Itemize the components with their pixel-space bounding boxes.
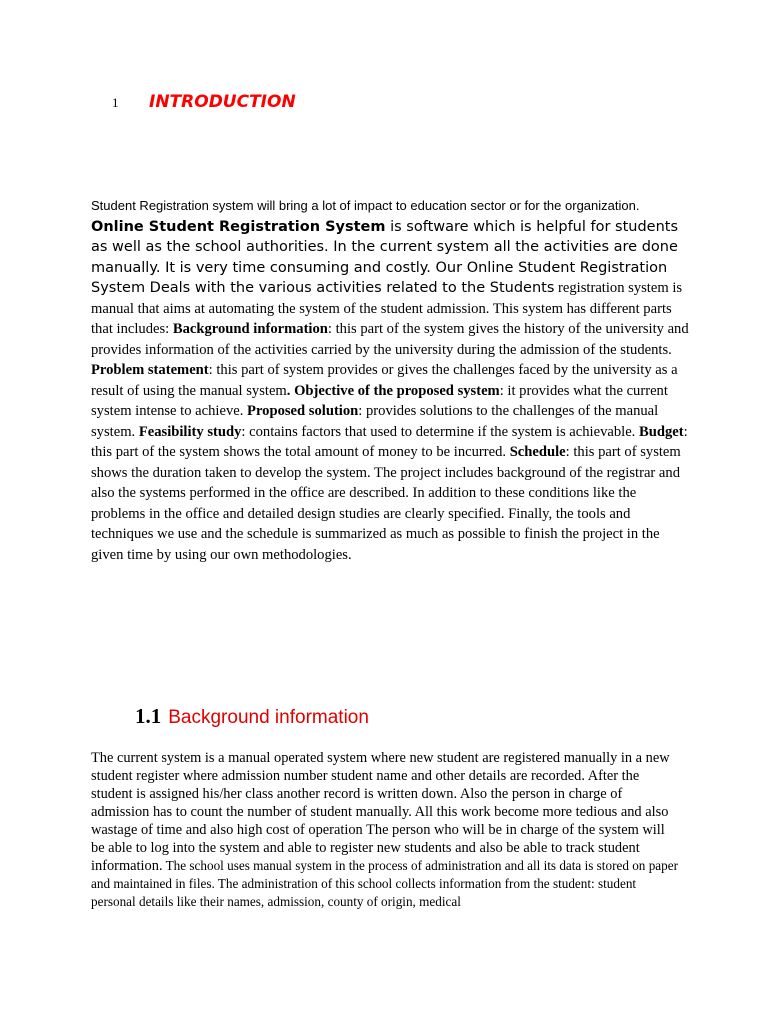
section-title: Background information bbox=[168, 707, 369, 728]
background-text-small: The school uses manual system in the process of administration and all its data is stored on paper and maintained in files. The administration of this school collects information from the student: student personal details like their names, admission, county of origin, medical bbox=[91, 858, 678, 909]
intro-text: : this part of system provides or gives the challenges faced by the university as a result of using the manual system bbox=[91, 362, 678, 399]
section-title: INTRODUCTION bbox=[149, 92, 296, 112]
term-background: Background information bbox=[172, 321, 328, 337]
term-feasibility: Feasibility study bbox=[138, 423, 242, 440]
intro-text: is software which is helpful for students as well as the school authorities. In the current system all the activities are done manually. It is very time consuming and costly. Our Online Student Registration System Deals with the various activities related to the Students bbox=[91, 218, 679, 296]
intro-system-name: Online Student Registration System bbox=[91, 218, 386, 235]
section-number: 1.1 bbox=[135, 704, 162, 728]
intro-text: : it provides what the current system intense to achieve. bbox=[91, 382, 668, 419]
intro-bold-term bbox=[91, 219, 386, 235]
intro-text: : provides solutions to the challenges of the manual system. bbox=[91, 403, 659, 440]
intro-text: : this part of the system gives the history of the university and provides information of the activities carried by the university during the admission of the students. bbox=[91, 321, 689, 358]
intro-text: Student Registration system will bring a lot of impact to education sector or for the organization. bbox=[91, 198, 640, 213]
term-schedule: Schedule bbox=[509, 444, 566, 460]
intro-text: : this part of the system shows the total amount of money to be incurred. bbox=[91, 423, 688, 460]
intro-text: : this part of system shows the duration taken to develop the system. The project includes background of the registrar and also the systems performed in the office are described. In addition to these conditions like the problems in the office and detailed design studies are clearly specified. Finally, the tools and techniques we use and the schedule is summarized as much as possible to finish the project in the given time by using our own methodologies. bbox=[91, 444, 681, 563]
introduction-paragraph bbox=[91, 196, 691, 565]
background-text: The current system is a manual operated system where new student are registered manually in a new student register where admission number student name and other details are recorded. After the student is assigned his/her class another record is written down. Also the person in charge of admission has to count the number of student manually. All this work become more tedious and also wastage of time and also high cost of operation The person who will be in charge of the system will be able to log into the system and able to register new students and also be able to track student information. bbox=[91, 750, 670, 874]
term-solution: Proposed solution bbox=[247, 403, 359, 419]
term-problem: Problem statement bbox=[91, 362, 209, 378]
term-objective: . Objective of the proposed system bbox=[286, 382, 500, 399]
section-number: 1 bbox=[112, 95, 119, 110]
section-heading-background bbox=[135, 704, 369, 729]
intro-text: : contains factors that used to determine if the system is achievable. bbox=[241, 423, 639, 440]
intro-text: registration system is manual that aims at automating the system of the student admission. This system has different parts that includes: bbox=[91, 280, 683, 337]
term-budget: Budget bbox=[638, 423, 684, 440]
section-heading-introduction bbox=[112, 92, 296, 116]
background-paragraph bbox=[91, 749, 681, 911]
